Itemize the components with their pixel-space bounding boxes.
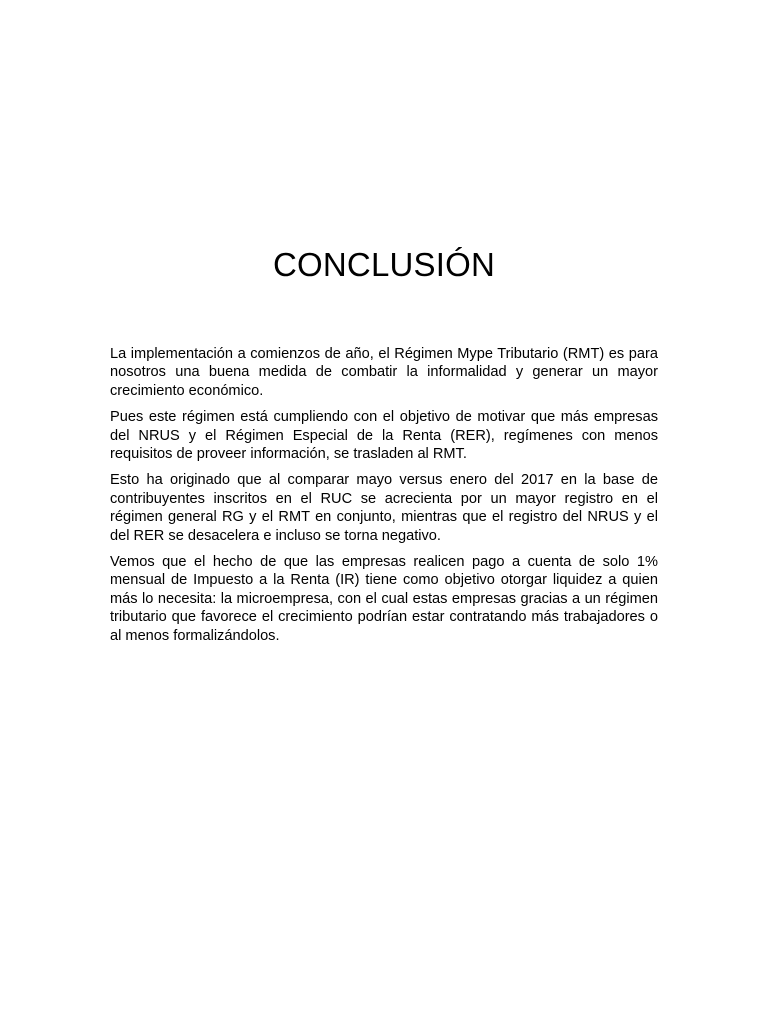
paragraph-2: Pues este régimen está cumpliendo con el objetivo de motivar que más empresas del NRUS y el Régimen Especial de la Renta (RER), regímenes con menos requisitos de proveer información, se trasladen al RMT. <box>110 409 658 463</box>
paragraph-3: Esto ha originado que al comparar mayo versus enero del 2017 en la base de contribuyentes inscritos en el RUC se acrecienta por un mayor registro en el régimen general RG y el RMT en conjunto, mientras que el registro del NRUS y el del RER se desacelera e incluso se torna negativo. <box>110 472 658 544</box>
document-body <box>110 345 658 653</box>
page-title: CONCLUSIÓN <box>272 246 496 283</box>
paragraph-1: La implementación a comienzos de año, el Régimen Mype Tributario (RMT) es para nosotros una buena medida de combatir la informalidad y generar un mayor crecimiento económico. <box>110 346 658 399</box>
paragraph-4: Vemos que el hecho de que las empresas realicen pago a cuenta de solo 1% mensual de Impuesto a la Renta (IR) tiene como objetivo otorgar liquidez a quien más lo necesita: la microempresa, con el cual estas empresas gracias a un régimen tributario que favorece el crecimiento podrían estar contratando más trabajadores o al menos formalizándolos. <box>110 554 658 644</box>
